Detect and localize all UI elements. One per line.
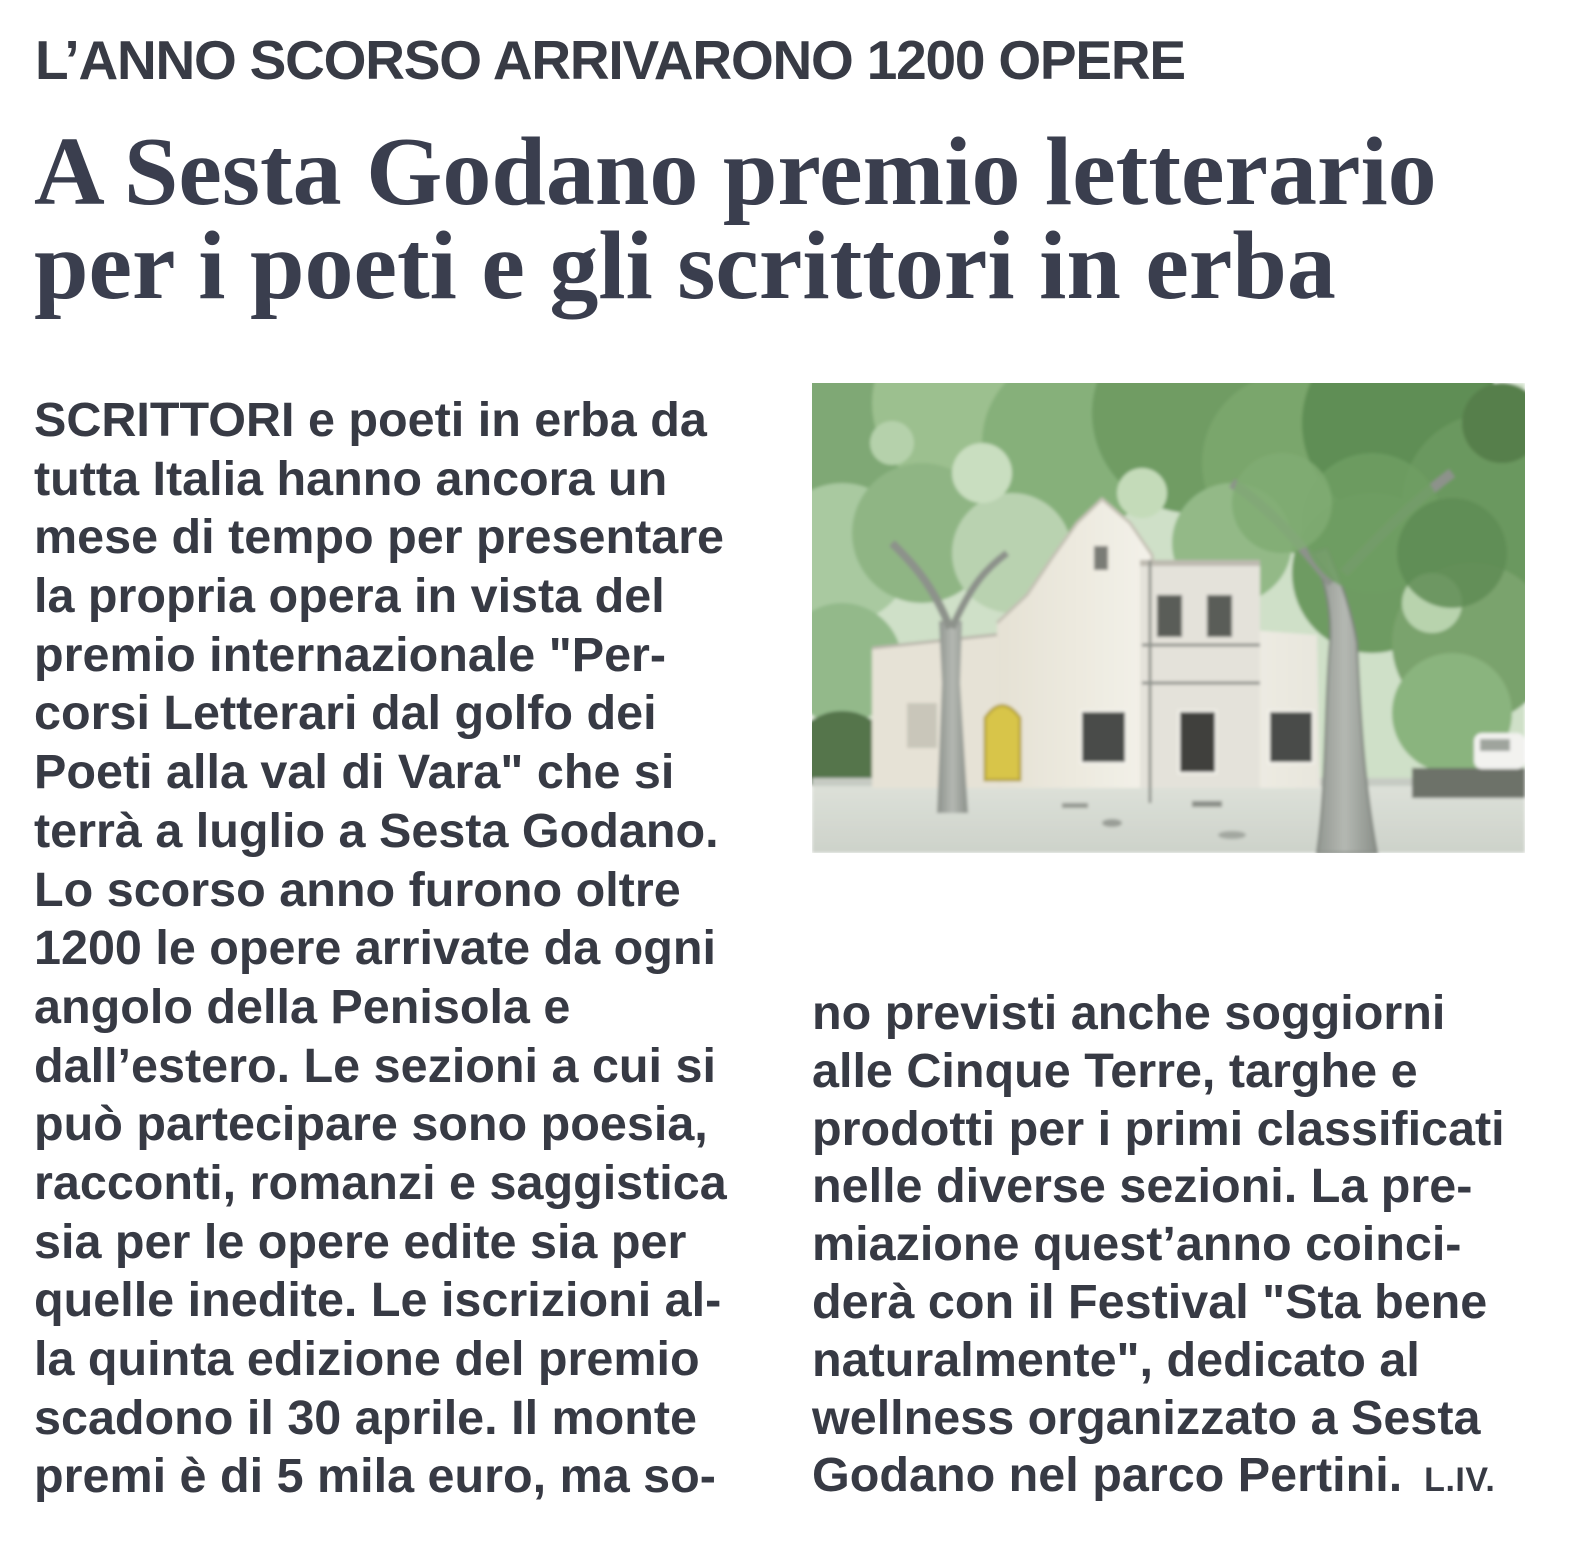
article-photo — [812, 383, 1525, 853]
closing-text: Godano nel parco Pertini. — [812, 1448, 1403, 1503]
body-line: alle Cinque Terre, targhe e — [812, 1043, 1418, 1098]
author-initials: L.IV. — [1424, 1461, 1496, 1500]
body-line: miazione quest’anno coinci- — [812, 1217, 1462, 1272]
right-column — [812, 985, 1552, 1505]
body-line: racconti, romanzi e saggistica — [34, 1155, 727, 1210]
body-line: no previsti anche soggiorni — [812, 986, 1446, 1040]
headline-line: per i poeti e gli scrittori in erba — [34, 212, 1336, 320]
body-line: Poeti alla val di Vara" che si — [34, 745, 675, 800]
body-line: 1200 le opere arrivate da ogni — [34, 921, 717, 976]
body-line: naturalmente", dedicato al — [812, 1332, 1420, 1387]
body-line: dall’estero. Le sezioni a cui si — [34, 1038, 716, 1093]
body-line: la quinta edizione del premio — [34, 1332, 700, 1386]
body-line: prodotti per i primi classificati — [812, 1101, 1505, 1156]
body-line-closing — [812, 1447, 1552, 1505]
body-line: corsi Letterari dal golfo dei — [34, 686, 657, 741]
body-line: nelle diverse sezioni. La pre- — [812, 1159, 1473, 1214]
body-line: sia per le opere edite sia per — [34, 1214, 687, 1269]
body-line: premio internazionale "Per- — [34, 627, 667, 682]
photo-right-edge — [1474, 733, 1525, 769]
body-line: può partecipare sono poesia, — [34, 1097, 708, 1152]
body-line: terrà a luglio a Sesta Godano. — [34, 803, 719, 858]
left-column — [34, 391, 794, 1506]
body-line: quelle inedite. Le iscrizioni al- — [34, 1273, 722, 1328]
body-line: scadono il 30 aprile. Il monte — [34, 1390, 698, 1445]
kicker-headline: L’ANNO SCORSO ARRIVARONO 1200 OPERE — [35, 29, 1185, 91]
article-headline — [34, 118, 1437, 320]
body-line: mese di tempo per presentare — [34, 510, 725, 565]
body-line: la propria opera in vista del — [34, 569, 665, 624]
body-line: angolo della Penisola e — [34, 979, 571, 1034]
body-line: SCRITTORI e poeti in erba da — [34, 393, 707, 447]
body-line: premi è di 5 mila euro, ma so- — [34, 1449, 716, 1504]
body-line: wellness organizzato a Sesta — [812, 1390, 1481, 1445]
body-line: Lo scorso anno furono oltre — [34, 862, 681, 917]
body-line: tutta Italia hanno ancora un — [34, 451, 668, 506]
headline-line: A Sesta Godano premio letterario — [34, 118, 1437, 226]
body-line: derà con il Festival "Sta bene — [812, 1274, 1488, 1329]
